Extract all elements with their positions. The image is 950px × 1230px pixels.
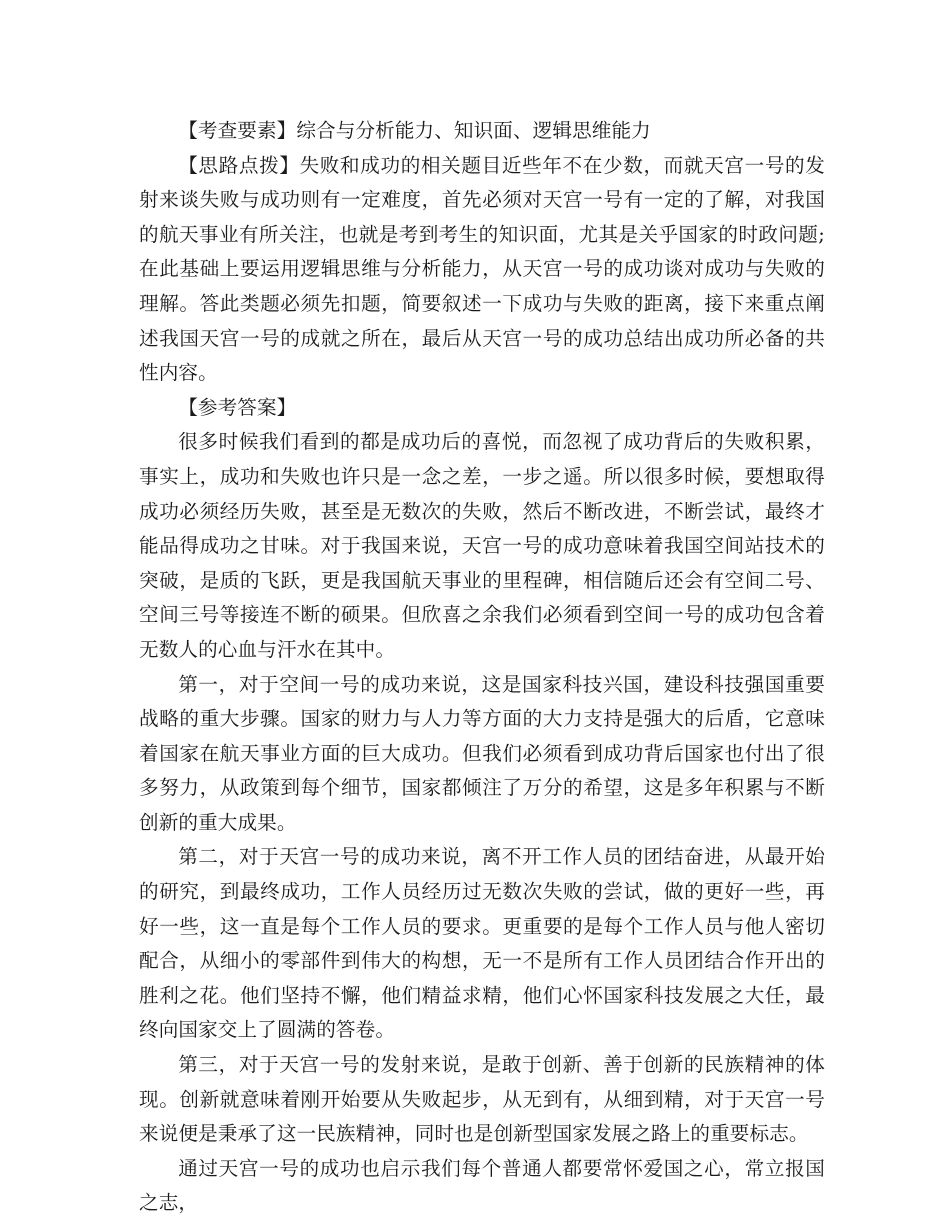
paragraph-reference-answer-heading (139, 391, 825, 426)
paragraph-answer-point-1 (139, 668, 825, 841)
paragraph-approach-hints (139, 149, 825, 391)
paragraph-answer-intro (139, 425, 825, 667)
text-answer-intro: 很多时候我们看到的都是成功后的喜悦，而忽视了成功背后的失败积累，事实上，成功和失败也许只是一念之差，一步之遥。所以很多时候，要想取得成功必须经历失败，甚至是无数次的失败，然后不断改进，不断尝试，最终才能品得成功之甘味。对于我国来说，天宫一号的成功意味着我国空间站技术的突破，是质的飞跃，更是我国航天事业的里程碑，相信随后还会有空间二号、空间三号等接连不断的硕果。但欣喜之余我们必须看到空间一号的成功包含着无数人的心血与汗水在其中。 (139, 430, 825, 661)
text-approach-hints: 失败和成功的相关题目近些年不在少数，而就天宫一号的发射来谈失败与成功则有一定难度，首先必须对天宫一号有一定的了解，对我国的航天事业有所关注，也就是考到考生的知识面，尤其是关乎国家的时政问题;在此基础上要运用逻辑思维与分析能力，从天宫一号的成功谈对成功与失败的理解。答此类题必须先扣题，简要叙述一下成功与失败的距离，接下来重点阐述我国天宫一号的成就之所在，最后从天宫一号的成功总结出成功所必备的共性内容。 (139, 153, 825, 385)
paragraph-answer-point-3 (139, 1048, 825, 1152)
label-approach-hints: 【思路点拨】 (178, 153, 300, 177)
text-answer-point-1: 第一，对于空间一号的成功来说，这是国家科技兴国，建设科技强国重要战略的重大步骤。国家的财力与人力等方面的大力支持是强大的后盾，它意味着国家在航天事业方面的巨大成功。但我们必须看到成功背后国家也付出了很多努力，从政策到每个细节，国家都倾注了万分的希望，这是多年积累与不断创新的重大成果。 (139, 672, 825, 834)
paragraph-answer-conclusion (139, 1152, 825, 1221)
paragraph-answer-point-2 (139, 840, 825, 1048)
paragraph-exam-elements (139, 114, 825, 149)
label-exam-elements: 【考查要素】 (178, 119, 297, 142)
text-exam-elements: 综合与分析能力、知识面、逻辑思维能力 (296, 119, 651, 142)
text-answer-conclusion: 通过天宫一号的成功也启示我们每个普通人都要常怀爱国之心，常立报国之志， (139, 1156, 825, 1215)
text-answer-point-3: 第三，对于天宫一号的发射来说，是敢于创新、善于创新的民族精神的体现。创新就意味着刚开始要从失败起步，从无到有，从细到精，对于天宫一号来说便是秉承了这一民族精神，同时也是创新型国家发展之路上的重要标志。 (139, 1053, 825, 1146)
document-body (139, 114, 825, 1221)
label-reference-answer: 【参考答案】 (178, 395, 297, 419)
text-answer-point-2: 第二，对于天宫一号的成功来说，离不开工作人员的团结奋进，从最开始的研究，到最终成功，工作人员经历过无数次失败的尝试，做的更好一些，再好一些，这一直是每个工作人员的要求。更重要的是每个工作人员与他人密切配合，从细小的零部件到伟大的构想，无一不是所有工作人员团结合作开出的胜利之花。他们坚持不懈，他们精益求精，他们心怀国家科技发展之大任，最终向国家交上了圆满的答卷。 (139, 845, 825, 1042)
